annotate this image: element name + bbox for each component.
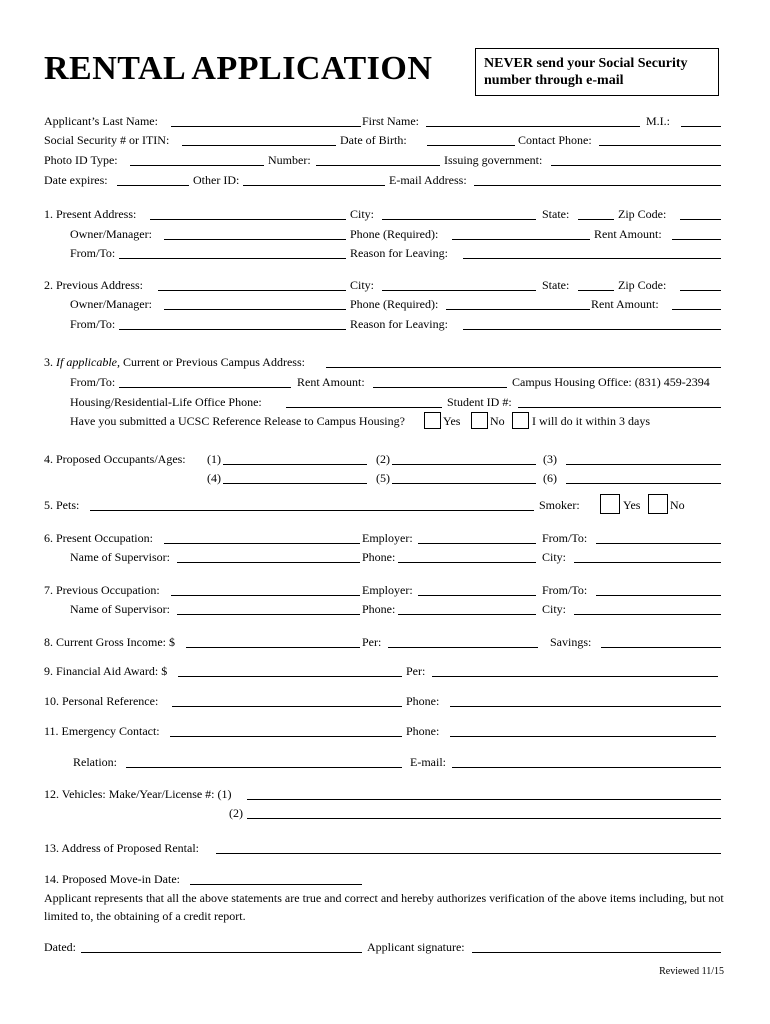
release-later-checkbox[interactable]	[512, 412, 529, 429]
campus-fromto-field[interactable]	[119, 387, 291, 388]
smoker-yes-label: Yes	[623, 498, 641, 512]
relation-label: Relation:	[73, 755, 117, 769]
vehicle-2-field[interactable]	[247, 818, 721, 819]
previous-fromto-row	[0, 315, 770, 333]
previous-emp-city-label: City:	[542, 602, 567, 616]
occupants-label: 4. Proposed Occupants/Ages:	[44, 452, 186, 466]
previous-address-row	[0, 276, 770, 294]
emergency-label: 11. Emergency Contact:	[44, 724, 160, 738]
release-later-label: I will do it within 3 days	[532, 414, 650, 428]
campus-address-row	[0, 353, 770, 371]
occupant-2-field[interactable]	[392, 464, 536, 465]
reference-phone-label: Phone:	[406, 694, 440, 708]
present-emp-fromto-field[interactable]	[596, 543, 721, 544]
financial-aid-row	[0, 662, 770, 680]
vehicles-label: 12. Vehicles: Make/Year/License #: (1)	[44, 787, 232, 801]
id-number-label: Number:	[268, 153, 311, 167]
financial-aid-per-field[interactable]	[432, 676, 718, 677]
previous-employer-field[interactable]	[418, 595, 536, 596]
present-supervisor-row	[0, 548, 770, 566]
present-city-field[interactable]	[382, 219, 536, 220]
signature-label: Applicant signature:	[367, 940, 465, 954]
reference-row	[0, 692, 770, 710]
if-applicable-text: If applicable,	[56, 355, 120, 369]
emergency-phone-field[interactable]	[450, 736, 716, 737]
dated-field[interactable]	[81, 952, 362, 953]
occupant-5-label: (5)	[376, 471, 390, 485]
smoker-no-label: No	[670, 498, 685, 512]
proposed-rental-label: 13. Address of Proposed Rental:	[44, 841, 199, 855]
mi-label: M.I.:	[646, 114, 670, 128]
release-yes-label: Yes	[443, 414, 461, 428]
previous-occupation-label: 7. Previous Occupation:	[44, 583, 160, 597]
present-zip-field[interactable]	[680, 219, 721, 220]
previous-supervisor-field[interactable]	[177, 614, 360, 615]
income-per-label: Per:	[362, 635, 382, 649]
student-id-label: Student ID #:	[447, 395, 512, 409]
occupant-1-field[interactable]	[223, 464, 367, 465]
occupant-3-field[interactable]	[566, 464, 721, 465]
present-rent-label: Rent Amount:	[594, 227, 662, 241]
previous-rent-label: Rent Amount:	[591, 297, 659, 311]
emergency-email-field[interactable]	[452, 767, 721, 768]
previous-phone-field[interactable]	[446, 309, 590, 310]
previous-emp-phone-field[interactable]	[398, 614, 536, 615]
issuing-gov-field[interactable]	[551, 165, 721, 166]
previous-state-field[interactable]	[578, 290, 614, 291]
dated-label: Dated:	[44, 940, 76, 954]
email-label: E-mail Address:	[389, 173, 467, 187]
proposed-rental-row	[0, 839, 770, 857]
campus-address-label: Current or Previous Campus Address:	[122, 355, 305, 369]
present-supervisor-label: Name of Supervisor:	[70, 550, 170, 564]
date-expires-field[interactable]	[117, 185, 189, 186]
financial-aid-field[interactable]	[178, 676, 402, 677]
campus-label-group	[44, 353, 305, 371]
last-name-field[interactable]	[171, 126, 361, 127]
previous-owner-row	[0, 295, 770, 313]
reference-phone-field[interactable]	[450, 706, 721, 707]
present-emp-phone-label: Phone:	[362, 550, 396, 564]
income-per-field[interactable]	[388, 647, 538, 648]
campus-rent-label: Rent Amount:	[297, 375, 365, 389]
present-rent-field[interactable]	[672, 239, 721, 240]
present-address-label: 1. Present Address:	[44, 207, 137, 221]
income-label: 8. Current Gross Income: $	[44, 635, 175, 649]
authorization-statement: Applicant represents that all the above statements are true and correct and hereby authorizes verification of the above items including, but not limited to, the obtaining of a credit report.	[44, 891, 724, 923]
campus-housing-office: Campus Housing Office: (831) 459-2394	[512, 375, 710, 389]
present-fromto-field[interactable]	[119, 258, 346, 259]
student-id-field[interactable]	[518, 407, 721, 408]
last-name-label: Applicant’s Last Name:	[44, 114, 158, 128]
smoker-no-checkbox[interactable]	[648, 494, 668, 514]
proposed-rental-field[interactable]	[216, 853, 721, 854]
previous-emp-city-field[interactable]	[574, 614, 721, 615]
previous-supervisor-label: Name of Supervisor:	[70, 602, 170, 616]
contact-phone-label: Contact Phone:	[518, 133, 592, 147]
present-supervisor-field[interactable]	[177, 562, 360, 563]
other-id-field[interactable]	[243, 185, 385, 186]
release-yes-checkbox[interactable]	[424, 412, 441, 429]
reslife-row	[0, 393, 770, 411]
release-row	[0, 412, 770, 430]
occupant-6-label: (6)	[543, 471, 557, 485]
occupant-2-label: (2)	[376, 452, 390, 466]
previous-phone-label: Phone (Required):	[350, 297, 439, 311]
move-in-field[interactable]	[190, 884, 362, 885]
present-address-field[interactable]	[150, 219, 346, 220]
previous-fromto-label: From/To:	[70, 317, 116, 331]
pets-row	[0, 496, 770, 514]
occupant-1-label: (1)	[207, 452, 221, 466]
relation-field[interactable]	[126, 767, 402, 768]
previous-occupation-field[interactable]	[171, 595, 360, 596]
present-reason-label: Reason for Leaving:	[350, 246, 448, 260]
present-owner-row	[0, 225, 770, 243]
occupants-row-2	[0, 469, 770, 487]
present-emp-city-label: City:	[542, 550, 567, 564]
move-in-row	[0, 870, 770, 888]
present-phone-field[interactable]	[452, 239, 590, 240]
occupant-3-label: (3)	[543, 452, 557, 466]
campus-number: 3.	[44, 355, 53, 369]
occupant-6-field[interactable]	[566, 483, 721, 484]
signature-field[interactable]	[472, 952, 721, 953]
emergency-phone-label: Phone:	[406, 724, 440, 738]
first-name-field[interactable]	[426, 126, 640, 127]
present-city-label: City:	[350, 207, 375, 221]
photo-id-type-label: Photo ID Type:	[44, 153, 118, 167]
previous-zip-label: Zip Code:	[618, 278, 667, 292]
present-fromto-row	[0, 244, 770, 262]
campus-fromto-label: From/To:	[70, 375, 116, 389]
mi-field[interactable]	[681, 126, 721, 127]
income-row	[0, 633, 770, 651]
campus-address-field[interactable]	[326, 367, 721, 368]
contact-phone-field[interactable]	[599, 145, 721, 146]
ssn-warning-box: NEVER send your Social Security number through e-mail	[475, 48, 719, 96]
previous-address-field[interactable]	[158, 290, 346, 291]
occupant-4-field[interactable]	[223, 483, 367, 484]
present-occupation-field[interactable]	[164, 543, 360, 544]
move-in-label: 14. Proposed Move-in Date:	[44, 872, 180, 886]
dob-label: Date of Birth:	[340, 133, 407, 147]
previous-supervisor-row	[0, 600, 770, 618]
vehicles-row-1	[0, 785, 770, 803]
applicant-name-row	[0, 112, 770, 130]
previous-city-field[interactable]	[382, 290, 536, 291]
other-id-label: Other ID:	[193, 173, 240, 187]
savings-field[interactable]	[601, 647, 721, 648]
previous-owner-field[interactable]	[164, 309, 346, 310]
previous-rent-field[interactable]	[672, 309, 721, 310]
financial-aid-per-label: Per:	[406, 664, 426, 678]
campus-rent-field[interactable]	[373, 387, 507, 388]
smoker-yes-checkbox[interactable]	[600, 494, 620, 514]
previous-emp-phone-label: Phone:	[362, 602, 396, 616]
present-emp-fromto-label: From/To:	[542, 531, 588, 545]
savings-label: Savings:	[550, 635, 592, 649]
occupants-row-1	[0, 450, 770, 468]
previous-state-label: State:	[542, 278, 570, 292]
vehicle-1-field[interactable]	[247, 799, 721, 800]
occupant-4-label: (4)	[207, 471, 221, 485]
present-fromto-label: From/To:	[70, 246, 116, 260]
present-emp-phone-field[interactable]	[398, 562, 536, 563]
form-title: RENTAL APPLICATION	[44, 50, 433, 87]
previous-occupation-row	[0, 581, 770, 599]
previous-zip-field[interactable]	[680, 290, 721, 291]
reference-field[interactable]	[172, 706, 402, 707]
reference-label: 10. Personal Reference:	[44, 694, 159, 708]
present-owner-field[interactable]	[164, 239, 346, 240]
previous-reason-label: Reason for Leaving:	[350, 317, 448, 331]
expires-row	[0, 171, 770, 189]
present-occupation-label: 6. Present Occupation:	[44, 531, 153, 545]
income-field[interactable]	[186, 647, 360, 648]
previous-reason-field[interactable]	[463, 329, 721, 330]
ssn-field[interactable]	[182, 145, 336, 146]
emergency-field[interactable]	[170, 736, 402, 737]
previous-emp-fromto-field[interactable]	[596, 595, 721, 596]
smoker-label: Smoker:	[539, 498, 580, 512]
previous-owner-label: Owner/Manager:	[70, 297, 152, 311]
pets-field[interactable]	[90, 510, 534, 511]
vehicle-2-label: (2)	[229, 806, 243, 820]
dob-field[interactable]	[427, 145, 515, 146]
present-emp-city-field[interactable]	[574, 562, 721, 563]
issuing-gov-label: Issuing government:	[444, 153, 543, 167]
occupant-5-field[interactable]	[392, 483, 536, 484]
previous-employer-label: Employer:	[362, 583, 413, 597]
present-employer-field[interactable]	[418, 543, 536, 544]
emergency-email-label: E-mail:	[410, 755, 446, 769]
reslife-phone-label: Housing/Residential-Life Office Phone:	[70, 395, 262, 409]
present-reason-field[interactable]	[463, 258, 721, 259]
financial-aid-label: 9. Financial Aid Award: $	[44, 664, 168, 678]
present-zip-label: Zip Code:	[618, 207, 667, 221]
campus-fromto-row	[0, 373, 770, 391]
present-owner-label: Owner/Manager:	[70, 227, 152, 241]
release-no-checkbox[interactable]	[471, 412, 488, 429]
present-phone-label: Phone (Required):	[350, 227, 439, 241]
ssn-label: Social Security # or ITIN:	[44, 133, 170, 147]
photo-id-type-field[interactable]	[130, 165, 264, 166]
previous-emp-fromto-label: From/To:	[542, 583, 588, 597]
previous-address-label: 2. Previous Address:	[44, 278, 143, 292]
email-field[interactable]	[474, 185, 721, 186]
release-no-label: No	[490, 414, 505, 428]
reslife-phone-field[interactable]	[286, 407, 442, 408]
present-state-field[interactable]	[578, 219, 614, 220]
pets-label: 5. Pets:	[44, 498, 80, 512]
present-address-row	[0, 205, 770, 223]
present-occupation-row	[0, 529, 770, 547]
previous-fromto-field[interactable]	[119, 329, 346, 330]
ssn-row	[0, 131, 770, 149]
revision-note: Reviewed 11/15	[659, 966, 724, 977]
release-question: Have you submitted a UCSC Reference Release to Campus Housing?	[70, 414, 405, 428]
date-expires-label: Date expires:	[44, 173, 108, 187]
vehicles-row-2	[0, 804, 770, 822]
present-state-label: State:	[542, 207, 570, 221]
signature-row	[0, 938, 770, 956]
present-employer-label: Employer:	[362, 531, 413, 545]
relation-row	[0, 753, 770, 771]
first-name-label: First Name:	[362, 114, 419, 128]
emergency-row	[0, 722, 770, 740]
id-number-field[interactable]	[316, 165, 440, 166]
photo-id-row	[0, 151, 770, 169]
previous-city-label: City:	[350, 278, 375, 292]
